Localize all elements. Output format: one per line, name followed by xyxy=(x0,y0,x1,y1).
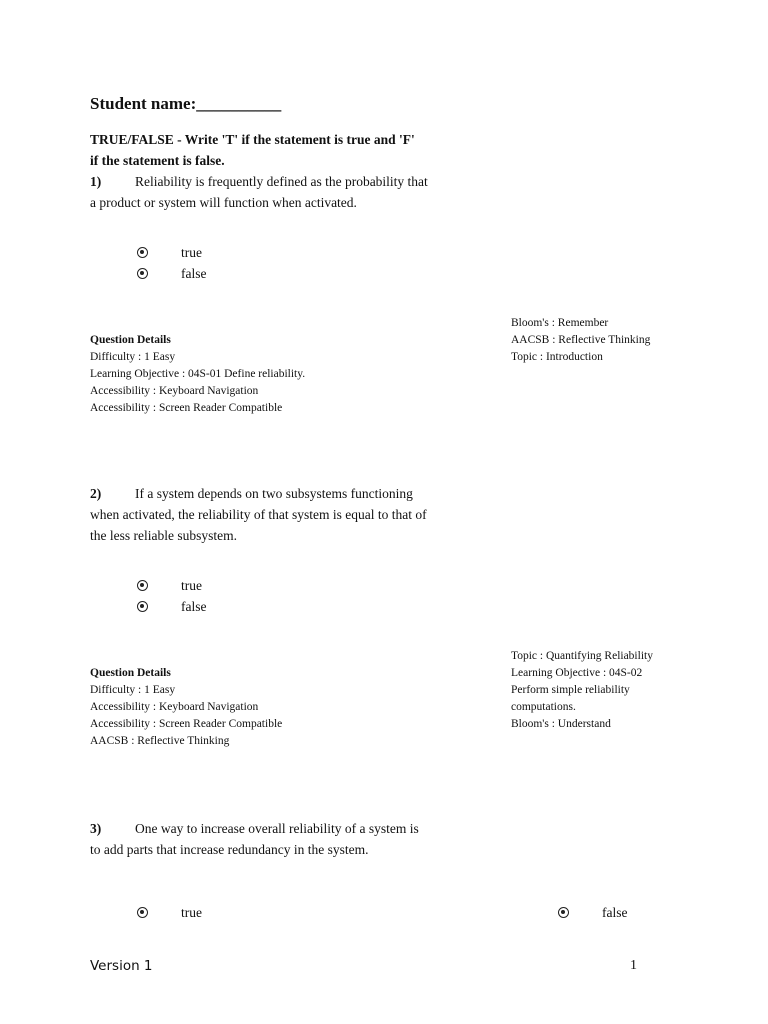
question-text-line-2: to add parts that increase redundancy in the system. xyxy=(90,842,369,857)
question-3 xyxy=(90,818,419,860)
option-true[interactable] xyxy=(137,905,202,921)
option-label: false xyxy=(181,266,207,281)
question-details-right xyxy=(511,648,653,733)
detail-item: AACSB : Reflective Thinking xyxy=(511,334,651,346)
option-label: true xyxy=(181,578,202,593)
detail-item: Accessibility : Screen Reader Compatible xyxy=(90,718,283,730)
option-false[interactable] xyxy=(558,905,627,921)
detail-item: computations. xyxy=(511,701,576,713)
question-details-left xyxy=(90,332,305,417)
question-text-line-2: a product or system will function when activated. xyxy=(90,195,357,210)
detail-item: Accessibility : Screen Reader Compatible xyxy=(90,402,283,414)
question-details-left xyxy=(90,665,282,750)
question-details-right xyxy=(511,315,650,366)
option-true[interactable] xyxy=(137,578,202,594)
detail-item: Topic : Introduction xyxy=(511,351,603,363)
detail-item: Perform simple reliability xyxy=(511,684,630,696)
option-false[interactable] xyxy=(137,266,206,282)
question-details-heading: Question Details xyxy=(90,667,171,679)
instructions-line-1: TRUE/FALSE - Write 'T' if the statement is true and 'F' xyxy=(90,132,415,147)
detail-item: Accessibility : Keyboard Navigation xyxy=(90,385,259,397)
footer-version: Version 1 xyxy=(90,958,153,974)
question-number: 1) xyxy=(90,174,102,189)
question-text-line-3: the less reliable subsystem. xyxy=(90,528,237,543)
question-number: 3) xyxy=(90,821,102,836)
detail-item: Learning Objective : 04S-01 Define reliability. xyxy=(90,368,306,380)
option-false[interactable] xyxy=(137,599,206,615)
detail-item: AACSB : Reflective Thinking xyxy=(90,735,230,747)
detail-item: Bloom's : Understand xyxy=(511,718,611,730)
detail-item: Bloom's : Remember xyxy=(511,317,609,329)
question-number: 2) xyxy=(90,486,102,501)
detail-item: Difficulty : 1 Easy xyxy=(90,684,176,696)
option-label: false xyxy=(181,599,207,614)
footer-page-number: 1 xyxy=(630,958,637,973)
question-text-line-1: If a system depends on two subsystems functioning xyxy=(135,486,413,501)
instructions xyxy=(90,129,470,171)
option-label: false xyxy=(602,905,628,920)
question-text-line-1: One way to increase overall reliability of a system is xyxy=(135,821,419,836)
detail-item: Learning Objective : 04S-02 xyxy=(511,667,643,679)
student-name-label: Student name:__________ xyxy=(90,94,282,113)
radio-icon[interactable] xyxy=(137,268,148,279)
detail-item: Accessibility : Keyboard Navigation xyxy=(90,701,259,713)
detail-item: Topic : Quantifying Reliability xyxy=(511,650,653,662)
option-true[interactable] xyxy=(137,245,202,261)
question-text-line-1: Reliability is frequently defined as the probability that xyxy=(135,174,428,189)
question-details-heading: Question Details xyxy=(90,334,171,346)
option-label: true xyxy=(181,245,202,260)
question-text-line-2: when activated, the reliability of that system is equal to that of xyxy=(90,507,427,522)
instructions-line-2: if the statement is false. xyxy=(90,153,225,168)
detail-item: Difficulty : 1 Easy xyxy=(90,351,176,363)
option-label: true xyxy=(181,905,202,920)
radio-icon[interactable] xyxy=(137,580,148,591)
radio-icon[interactable] xyxy=(137,247,148,258)
radio-icon[interactable] xyxy=(137,907,148,918)
radio-icon[interactable] xyxy=(137,601,148,612)
question-1 xyxy=(90,171,428,213)
radio-icon[interactable] xyxy=(558,907,569,918)
question-2 xyxy=(90,483,427,546)
